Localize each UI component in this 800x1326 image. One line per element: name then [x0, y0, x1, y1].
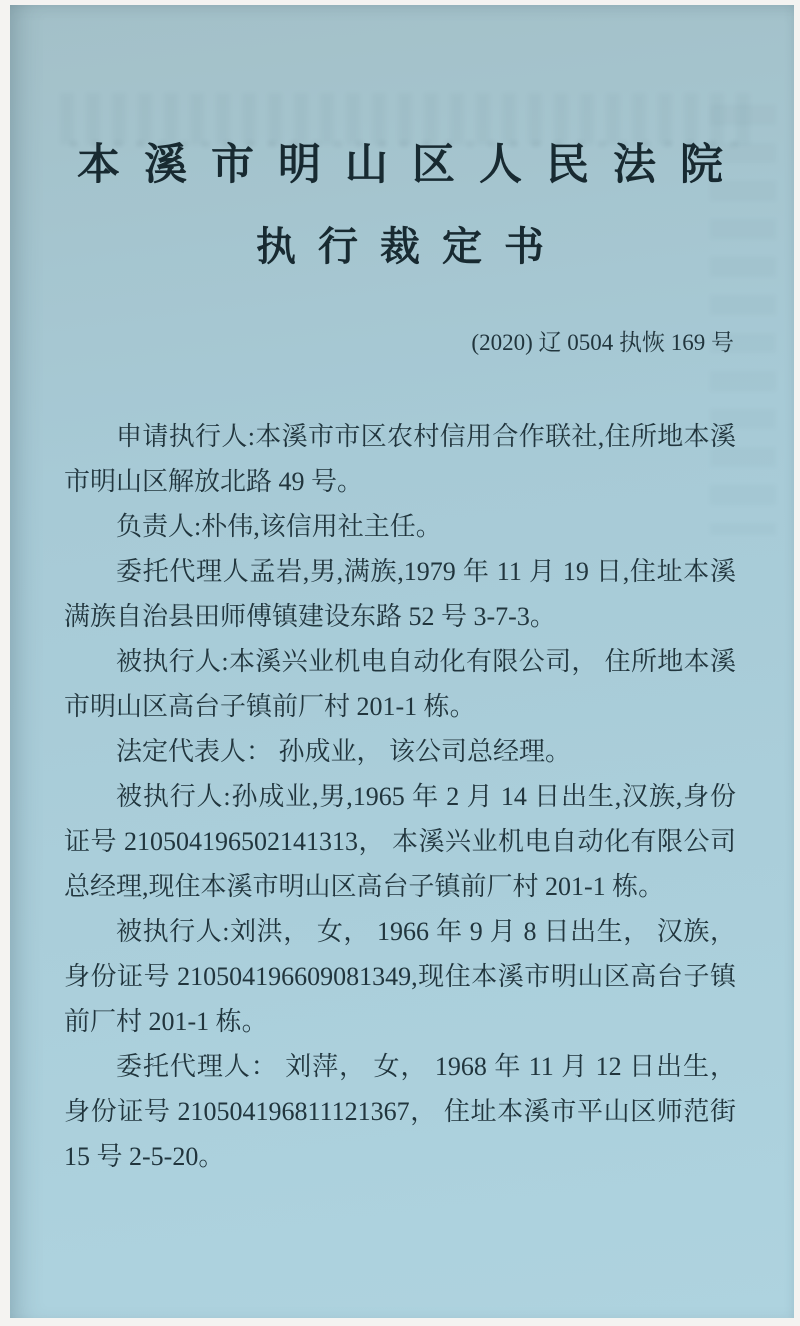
document-content: [10, 140, 794, 1179]
paragraph-agent-mengyan: 委托代理人孟岩,男,满族,1979 年 11 月 19 日,住址本溪满族自治县田师傅镇建设东路 52 号 3-7-3。: [64, 557, 736, 631]
paragraph-agent-liuping: 委托代理人： 刘萍， 女， 1968 年 11 月 12 日出生， 身份证号 210504196811121367， 住址本溪市平山区师范街 15 号 2-5-20。: [64, 1052, 736, 1171]
paragraph-respondent-liuhong: 被执行人:刘洪， 女， 1966 年 9 月 8 日出生， 汉族， 身份证号 210504196609081349,现住本溪市明山区高台子镇前厂村 201-1 栋。: [64, 917, 736, 1036]
paragraph-legal-representative: 法定代表人： 孙成业， 该公司总经理。: [116, 737, 572, 766]
paragraph-applicant: 申请执行人:本溪市市区农村信用合作联社,住所地本溪市明山区解放北路 49 号。: [64, 422, 736, 496]
document-title: 执行裁定书: [256, 224, 566, 269]
paragraph-respondent-company: 被执行人:本溪兴业机电自动化有限公司， 住所地本溪市明山区高台子镇前厂村 201-1 栋。: [64, 647, 736, 721]
paragraph-respondent-sunchengye: 被执行人:孙成业,男,1965 年 2 月 14 日出生,汉族,身份证号 210504196502141313， 本溪兴业机电自动化有限公司总经理,现住本溪市明山区高台子镇前厂村 201-1 栋。: [64, 782, 736, 901]
court-name: 本溪市明山区人民法院: [77, 142, 747, 189]
bleedthrough-artifact-top: [60, 93, 750, 145]
scanned-page: [10, 5, 794, 1318]
case-number: (2020) 辽 0504 执恢 169 号: [471, 330, 734, 355]
paragraph-person-in-charge: 负责人:朴伟,该信用社主任。: [116, 512, 442, 541]
